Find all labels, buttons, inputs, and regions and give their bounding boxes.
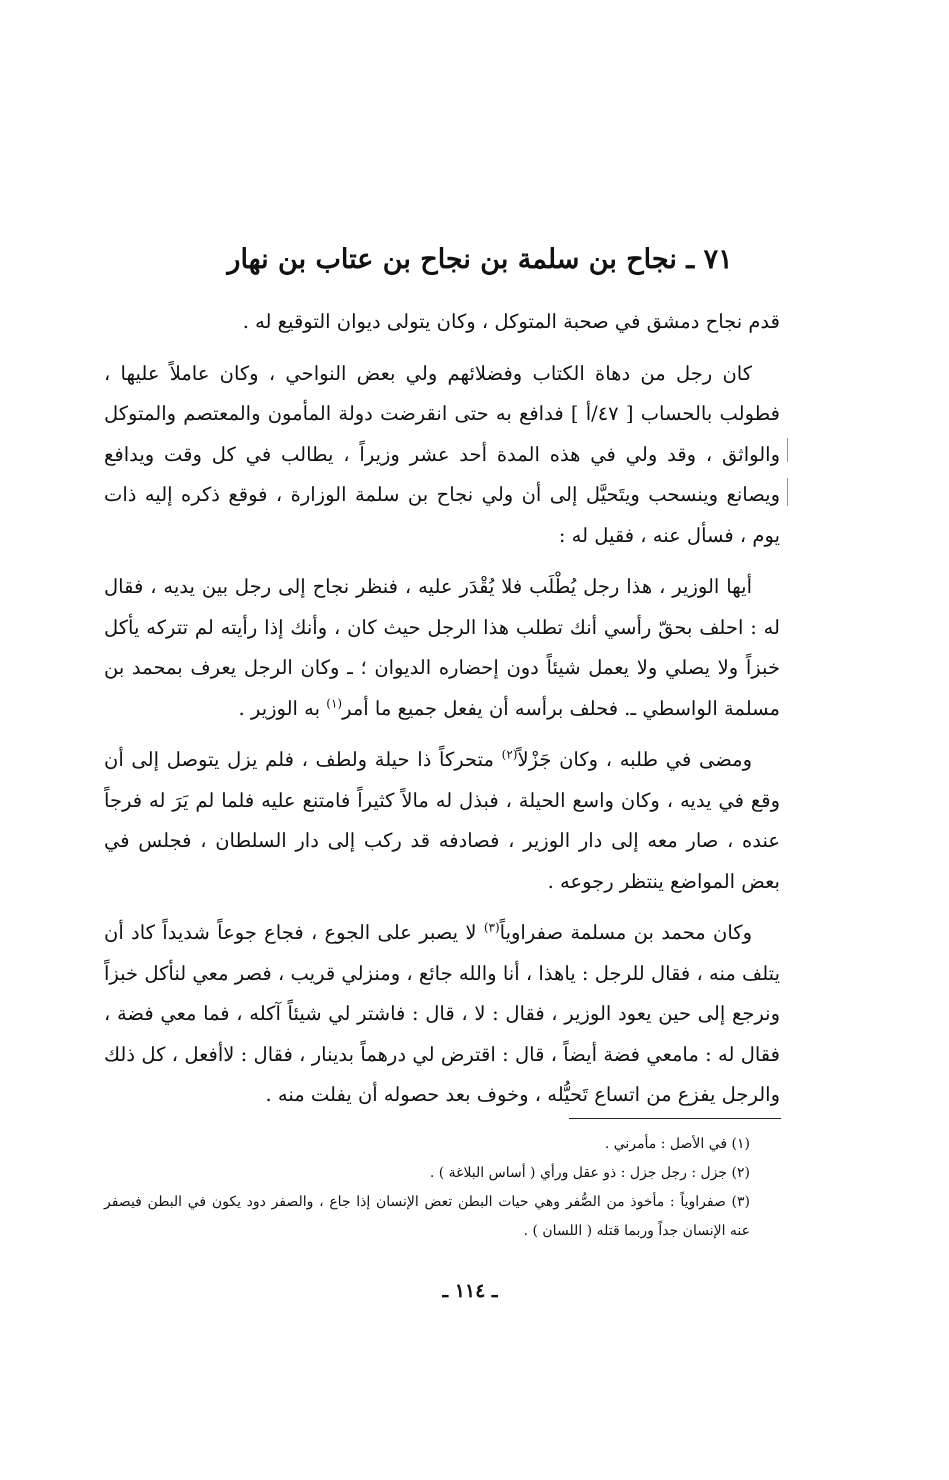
paragraph — [104, 302, 780, 343]
margin-mark — [787, 478, 788, 506]
paragraph — [104, 913, 780, 1116]
footnote-reference: (١) — [326, 696, 343, 710]
main-text — [104, 302, 780, 1127]
footnote: (١) في الأصل : مأمرني . — [604, 1136, 750, 1152]
footnote-separator — [569, 1118, 781, 1119]
paragraph-text: لا يصبر على الجوع ، فجاع جوعاً شديداً كاد أن يتلف منه ، فقال للرجل : ياهذا ، أنا والله جائع ، ومنزلي قريب ، فصر معي لنأكل خبزاً ونرجع إلى حين يعود الوزير ، فقال : لا ، قال : فاشتر لي شيئاً آكله ، فما معي فضة ، فقال له : مامعي فضة أيضاً ، قال : اقترض لي درهماً بدينار ، فقال : لاأفعل ، كل ذلك والرجل يفزع من اتساع تَحيُّله ، وخوف بعد حصوله أن يفلت منه . — [104, 921, 780, 1106]
footnote: (٢) جزل : رجل جزل : ذو عقل ورأي ( أساس البلاغة ) . — [429, 1165, 750, 1181]
paragraph-text: متحركاً ذا حيلة ولطف ، فلم يزل يتوصل إلى أن وقع في يديه ، وكان واسع الحيلة ، فبذل له مالاً كثيراً فامتنع عليه فلما لم يَرَ له فرجاً عنده ، صار معه إلى دار الوزير ، فصادفه قد ركب إلى دار السلطان ، فجلس في بعض المواضع ينتظر رجوعه . — [104, 748, 780, 893]
paragraph — [104, 354, 780, 557]
footnotes — [104, 1130, 780, 1246]
paragraph-text: ومضى في طلبه ، وكان جَزْلاً — [517, 748, 752, 771]
paragraph-text: أيها الوزير ، هذا رجل يُطْلَب فلا يُقْدَر عليه ، فنظر نجاح إلى رجل بين يديه ، فقال له : احلف بحقّ رأسي أنك تطلب هذا الرجل حيث كان ، وأنك إذا رأيته لم تتركه يأكل خبزاً ولا يصلي ولا يعمل شيئاً دون إحضاره الديوان ؛ ـ وكان الرجل يعرف بمحمد بن مسلمة الواسطي ـ. فحلف برأسه أن يفعل جميع ما أمر — [104, 575, 780, 720]
paragraph-text: وكان محمد بن مسلمة صفراوياً — [499, 921, 752, 944]
chapter-title: ٧١ ـ نجاح بن سلمة بن نجاح بن عتاب بن نهار — [227, 244, 733, 275]
paragraph — [104, 740, 780, 902]
paragraph-text: به الوزير . — [238, 696, 321, 720]
page-number: ـ ١١٤ ـ — [442, 1280, 498, 1302]
paragraph-text: كان رجل من دهاة الكتاب وفضلائهم ولي بعض النواحي ، وكان عاملاً عليها ، فطولب بالحساب [ ٤٧/أ ] فدافع به حتى انقرضت دولة المأمون والمعتصم والمتوكل والواثق ، وقد ولي في هذه المدة أحد عشر وزيراً ، يطالب في كل وقت ويدافع ويصانع وينسحب ويتَحيَّل إلى أن ولي نجاح بن سلمة الوزارة ، فوقع ذكره إليه ذات يوم ، فسأل عنه ، فقيل له : — [104, 361, 780, 547]
footnote-reference: (٣) — [483, 920, 500, 935]
footnote: (٣) صفراوياً : مأخوذ من الصُّفر وهي حيات البطن تعض الإنسان إذا جاع ، والصفر دود يكون في البطن فيصفر عنه الإنسان جداً وربما قتله ( اللسان ) . — [104, 1194, 750, 1239]
footnote-reference: (٢) — [501, 747, 518, 762]
margin-mark — [787, 438, 788, 462]
paragraph-text: قدم نجاح دمشق في صحبة المتوكل ، وكان يتولى ديوان التوقيع له . — [242, 310, 780, 333]
paragraph — [104, 567, 780, 729]
